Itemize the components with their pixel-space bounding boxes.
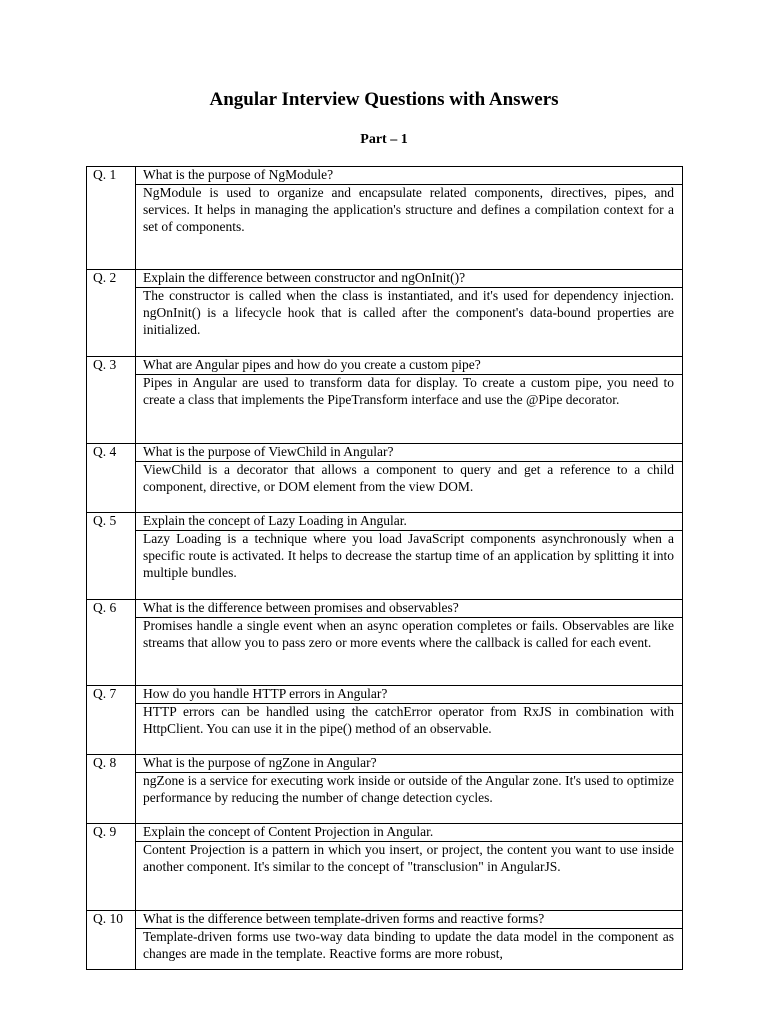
question-row: [87, 600, 683, 618]
answer-row: [87, 704, 683, 755]
answer-text: Pipes in Angular are used to transform data for display. To create a custom pipe, you need to create a class that implements the PipeTransform interface and use the @Pipe decorator.: [136, 375, 683, 444]
question-text: Explain the concept of Lazy Loading in Angular.: [136, 513, 683, 531]
question-number: Q. 4: [87, 444, 136, 513]
answer-row: [87, 288, 683, 357]
answer-text: ngZone is a service for executing work inside or outside of the Angular zone. It's used to optimize performance by reducing the number of change detection cycles.: [136, 773, 683, 824]
answer-text: The constructor is called when the class is instantiated, and it's used for dependency injection. ngOnInit() is a lifecycle hook that is called after the component's data-bound properties are initialized.: [136, 288, 683, 357]
question-number: Q. 8: [87, 755, 136, 824]
question-text: What is the purpose of ngZone in Angular?: [136, 755, 683, 773]
question-row: [87, 444, 683, 462]
answer-row: [87, 618, 683, 686]
answer-text: Promises handle a single event when an async operation completes or fails. Observables are like streams that allow you to pass zero or more events where the callback is called for each event.: [136, 618, 683, 686]
document-subtitle: Part – 1: [360, 132, 408, 147]
question-row: [87, 357, 683, 375]
answer-text: NgModule is used to organize and encapsulate related components, directives, pipes, and services. It helps in managing the application's structure and defines a compilation context for a set of components.: [136, 185, 683, 270]
answer-text: HTTP errors can be handled using the catchError operator from RxJS in combination with HttpClient. You can use it in the pipe() method of an observable.: [136, 704, 683, 755]
answer-text: Content Projection is a pattern in which you insert, or project, the content you want to use inside another component. It's similar to the concept of "transclusion" in AngularJS.: [136, 842, 683, 911]
question-text: What is the difference between template-driven forms and reactive forms?: [136, 911, 683, 929]
question-row: [87, 270, 683, 288]
answer-text: ViewChild is a decorator that allows a component to query and get a reference to a child component, directive, or DOM element from the view DOM.: [136, 462, 683, 513]
answer-row: [87, 842, 683, 911]
question-text: What is the purpose of ViewChild in Angular?: [136, 444, 683, 462]
question-row: [87, 755, 683, 773]
question-text: Explain the difference between constructor and ngOnInit()?: [136, 270, 683, 288]
question-text: Explain the concept of Content Projection in Angular.: [136, 824, 683, 842]
qa-table: [86, 166, 683, 970]
question-number: Q. 5: [87, 513, 136, 600]
answer-row: [87, 462, 683, 513]
answer-row: [87, 531, 683, 600]
answer-text: Lazy Loading is a technique where you load JavaScript components asynchronously when a specific route is activated. It helps to decrease the startup time of an application by splitting it into multiple bundles.: [136, 531, 683, 600]
answer-text: Template-driven forms use two-way data binding to update the data model in the component as changes are made in the template. Reactive forms are more robust,: [136, 929, 683, 970]
question-number: Q. 7: [87, 686, 136, 755]
question-row: [87, 167, 683, 185]
answer-row: [87, 773, 683, 824]
answer-row: [87, 929, 683, 970]
question-row: [87, 513, 683, 531]
question-text: What is the purpose of NgModule?: [136, 167, 683, 185]
question-number: Q. 2: [87, 270, 136, 357]
question-row: [87, 686, 683, 704]
question-text: What is the difference between promises and observables?: [136, 600, 683, 618]
answer-row: [87, 375, 683, 444]
document-title: Angular Interview Questions with Answers: [209, 89, 559, 110]
question-number: Q. 10: [87, 911, 136, 970]
question-row: [87, 911, 683, 929]
question-number: Q. 1: [87, 167, 136, 270]
question-row: [87, 824, 683, 842]
answer-row: [87, 185, 683, 270]
question-text: How do you handle HTTP errors in Angular?: [136, 686, 683, 704]
question-number: Q. 9: [87, 824, 136, 911]
question-number: Q. 6: [87, 600, 136, 686]
question-number: Q. 3: [87, 357, 136, 444]
question-text: What are Angular pipes and how do you create a custom pipe?: [136, 357, 683, 375]
